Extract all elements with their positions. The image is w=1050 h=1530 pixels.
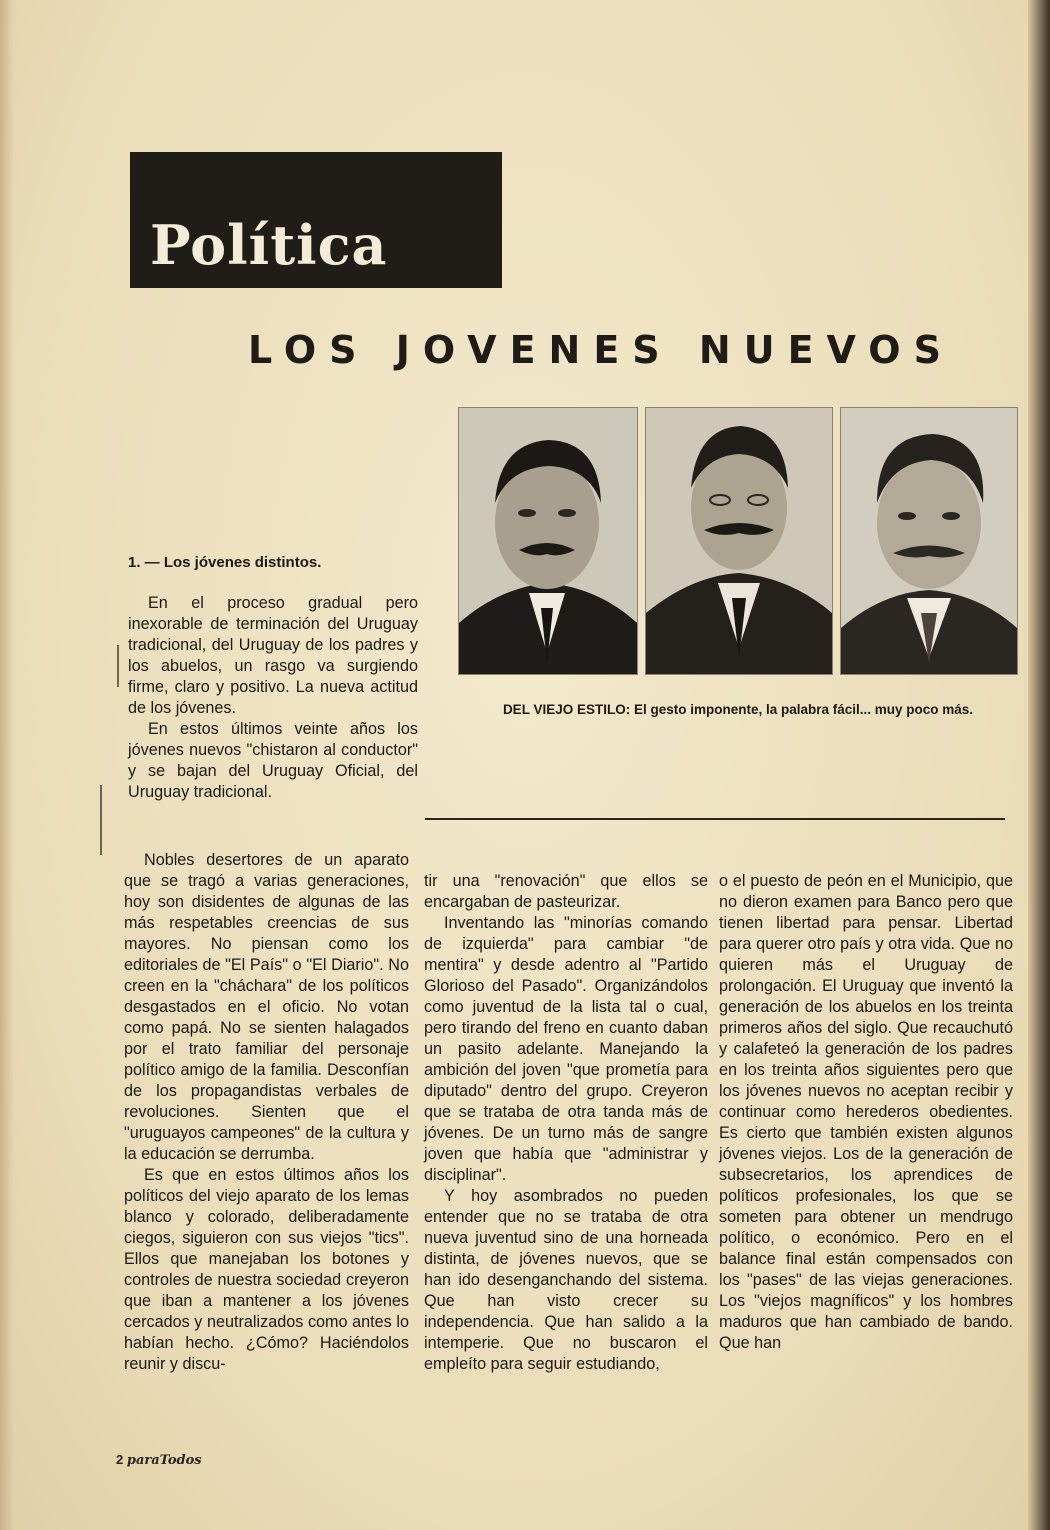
page-number: 2 <box>116 1452 124 1467</box>
page-edge-left <box>0 0 14 1530</box>
paragraph: tir una "renovación" que ellos se encargaban de pasteurizar. <box>424 872 708 911</box>
paragraph: En el proceso gradual pero inexorable de terminación del Uruguay tradicional, del Uruguay de los padres y los abuelos, un rasgo va surgiendo firme, claro y positivo. La nueva actitud de los jóvenes. <box>128 594 418 717</box>
paragraph: Y hoy asombrados no pueden entender que no se trataba de otra nueva juventud sino de una horneada distinta, de jóvenes nuevos, que se han ido desenganchando del sistema. Que han visto crecer su independencia. Que han salido a la intemperie. Que no buscaron el empleíto para seguir estudiando, <box>424 1187 708 1373</box>
paragraph: Es que en estos últimos años los políticos del viejo aparato de los lemas blanco y colorado, deliberadamente ciegos, siguieron con sus viejos "tics". Ellos que manejaban los botones y controles de nuestra sociedad creyeron que iban a mantener a los jóvenes cercados y neutralizados como antes lo habían hecho. ¿Cómo? Haciéndolos reunir y discu- <box>124 1166 409 1373</box>
pen-mark <box>100 785 102 855</box>
portrait-photo-1 <box>458 407 638 675</box>
article-column-2 <box>424 871 708 1375</box>
paragraph: o el puesto de peón en el Municipio, que no dieron examen para Banco pero que tienen libertad para pensar. Libertad para querer otro país y otra vida. Que no quieren más el Uruguay de prolongación. El Uruguay que inventó la generación de los abuelos en los treinta primeros años del siglo. Que recauchutó y calafeteó la generación de los padres en los treinta años siguientes pero que los jóvenes nuevos no aceptan recibir y continuar como herederos obedientes. Es cierto que también existen algunos jóvenes viejos. Los de la generación de subsecretarios, los aprendices de políticos profesionales, los que se someten para obtener un mendrugo político, o económico. Pero en el balance final están compensados con los "pases" de las viejas generaciones. Los "viejos magníficos" y los hombres maduros que han cambiado de bando. Que han <box>719 872 1013 1352</box>
article-column-3 <box>719 871 1013 1354</box>
divider-rule <box>425 818 1005 820</box>
paragraph: En estos últimos veinte años los jóvenes nuevos "chistaron al conductor" y se bajan del Uruguay Oficial, del Uruguay tradicional. <box>128 720 418 801</box>
page-footer <box>116 1452 202 1468</box>
photo-caption: DEL VIEJO ESTILO: El gesto imponente, la palabra fácil... muy poco más. <box>502 702 974 717</box>
section-title: Política <box>150 213 388 277</box>
pen-mark <box>117 645 119 687</box>
article-column-1-bottom <box>124 850 409 1375</box>
paragraph: Inventando las "minorías comando de izquierda" para cambiar "de mentira" y desde adentro al "Partido Glorioso del Pasado". Organizándolos como juventud de la lista tal o cual, pero tirando del freno en cuanto daban un pasito adelante. Manejando la ambición del joven "que prometía para diputado" dentro del grupo. Creyeron que se trataba de otra tanda más de jóvenes. De un turno más de sangre joven que había que "administrar y disciplinar". <box>424 914 708 1184</box>
article-subhead: 1. — Los jóvenes distintos. <box>128 554 322 571</box>
portrait-photo-2 <box>645 407 833 675</box>
article-headline: LOS JOVENES NUEVOS <box>248 328 954 372</box>
article-column-1-top <box>128 593 418 803</box>
portrait-photo-3 <box>840 407 1018 675</box>
page-edge-right <box>1028 0 1050 1530</box>
magazine-name: paraTodos <box>126 1453 202 1468</box>
paragraph: Nobles desertores de un aparato que se tragó a varias generaciones, hoy son disidentes de algunas de las más respetables creencias de sus mayores. No piensan como los editoriales de "El País" o "El Diario". No creen en la "cháchara" de los políticos desgastados en el oficio. No votan como papá. No se sienten halagados por el trato familiar del personaje político amigo de la familia. Desconfían de los propagandistas verbales de revoluciones. Sienten que el "uruguayos campeones" de la cultura y la educación se derrumba. <box>124 851 409 1163</box>
